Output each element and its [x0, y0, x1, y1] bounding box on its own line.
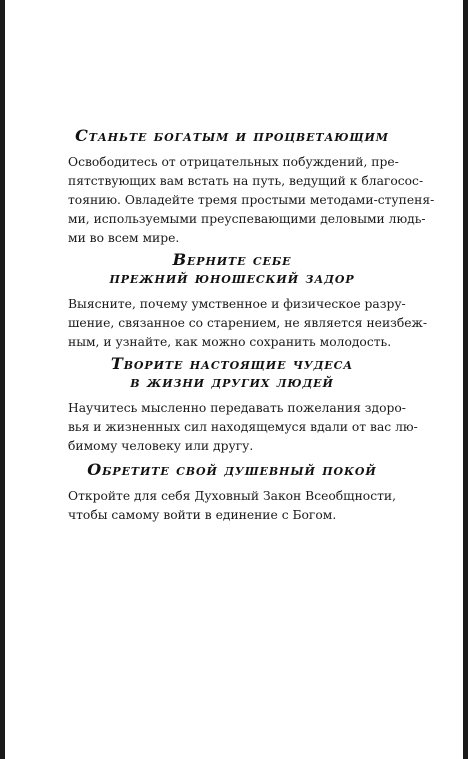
- body-line: ным, и узнайте, как можно сохранить молодость.: [68, 335, 392, 349]
- left-page-edge: [0, 0, 5, 759]
- body-line: ми во всем мире.: [68, 231, 180, 245]
- heading-line: Творите настоящие чудеса: [110, 354, 354, 373]
- body-line: пятствующих вам встать на путь, ведущий к благосос-: [68, 174, 424, 188]
- body-line: тоянию. Овладейте тремя простыми методами-ступеня-: [68, 193, 435, 207]
- body-line: Научитесь мысленно передавать пожелания здоро-: [68, 401, 406, 415]
- section-miracles: [68, 354, 418, 456]
- section-heading: [68, 127, 396, 145]
- section-body: [68, 399, 418, 456]
- body-line: Освободитесь от отрицательных побуждений, пре-: [68, 155, 399, 169]
- heading-line: Верните себе: [172, 250, 292, 269]
- heading-line: Обретите свой душевный покой: [87, 460, 377, 479]
- heading-line: в жизни других людей: [130, 372, 334, 391]
- heading-line: прежний юношеский задор: [109, 268, 355, 287]
- right-page-edge: [463, 0, 468, 759]
- section-body: [68, 487, 396, 525]
- body-line: ми, используемыми преуспевающими деловыми людь-: [68, 212, 426, 226]
- section-heading: [68, 461, 396, 479]
- body-line: Откройте для себя Духовный Закон Всеобщности,: [68, 489, 396, 503]
- section-youth: [68, 250, 427, 352]
- body-line: бимому человеку или другу.: [68, 439, 254, 453]
- section-body: [68, 153, 435, 248]
- section-heading: [68, 251, 396, 287]
- body-line: шение, связанное со старением, не является неизбеж-: [68, 316, 427, 330]
- section-heading: [68, 355, 396, 391]
- body-line: вья и жизненных сил находящемуся вдали от вас лю-: [68, 420, 418, 434]
- heading-line: Станьте богатым и процветающим: [75, 126, 389, 145]
- section-get-rich: [68, 126, 435, 248]
- section-body: [68, 295, 427, 352]
- section-peace: [68, 461, 396, 525]
- body-line: Выясните, почему умственное и физическое разру-: [68, 297, 406, 311]
- body-line: чтобы самому войти в единение с Богом.: [68, 508, 337, 522]
